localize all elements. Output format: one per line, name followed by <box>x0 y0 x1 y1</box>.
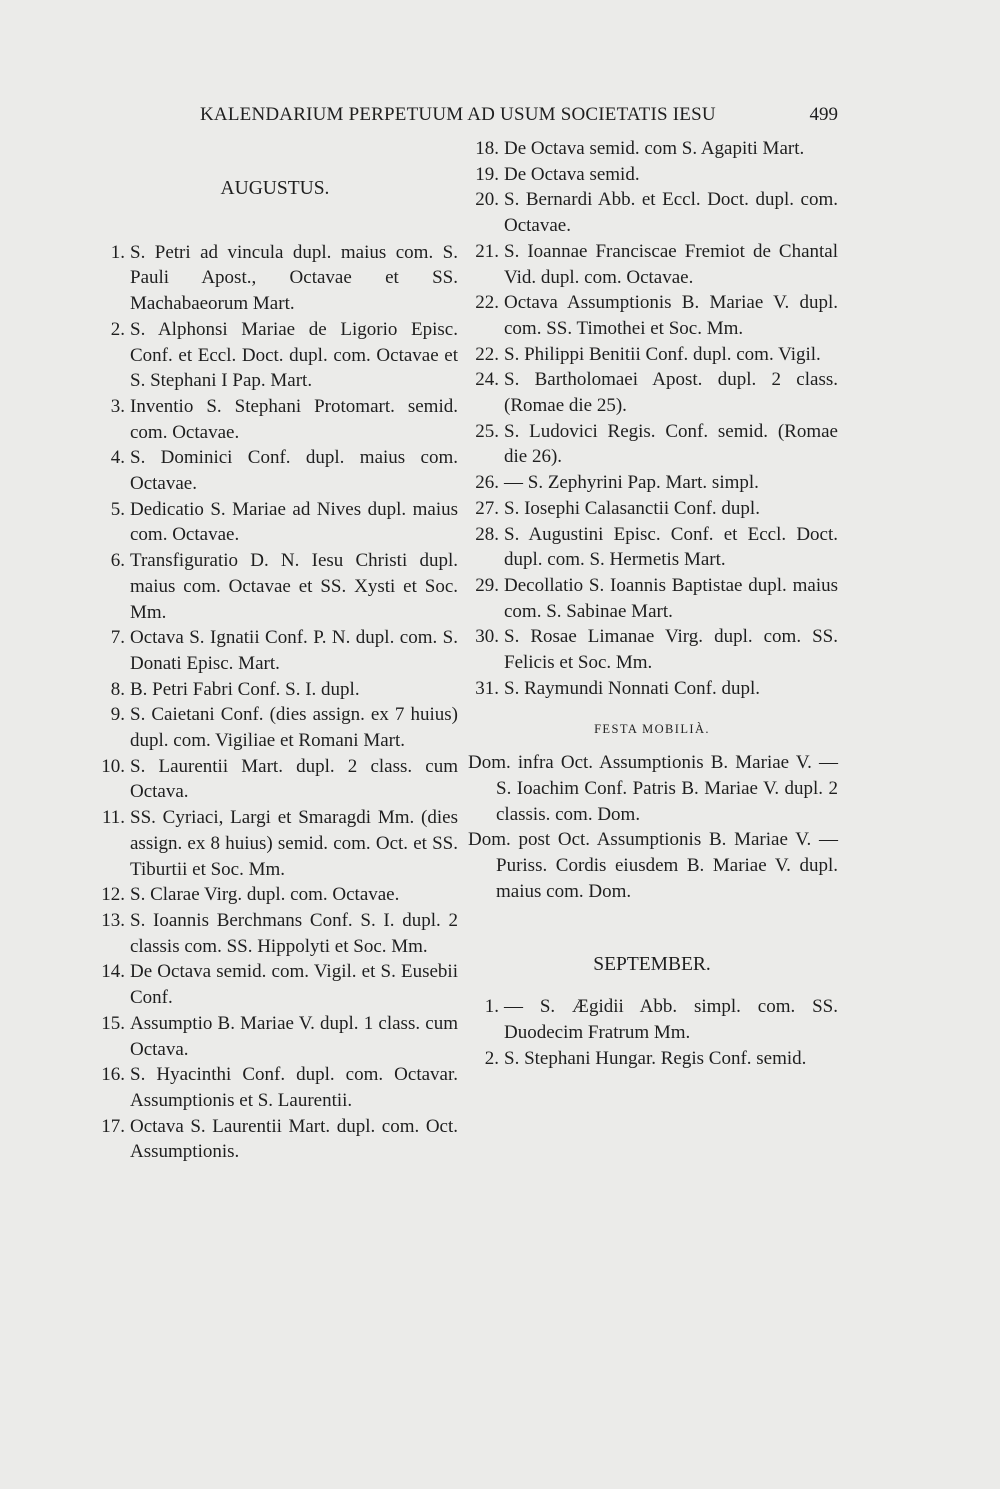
calendar-entry <box>466 290 838 341</box>
entry-text: S. Hyacinthi Conf. dupl. com. Octavar. Assumptionis et S. Laurentii. <box>130 1064 458 1111</box>
entry-day-number: 22. <box>475 292 499 314</box>
entry-day-number: 21. <box>475 240 499 262</box>
entry-day-number: 15. <box>101 1012 125 1034</box>
calendar-entry <box>92 317 458 394</box>
entry-text: Decollatio S. Ioannis Baptistae dupl. maius com. S. Sabinae Mart. <box>504 574 838 622</box>
entry-text: B. Petri Fabri Conf. S. I. dupl. <box>130 678 360 700</box>
entry-text: SS. Cyriaci, Largi et Smaragdi Mm. (dies assign. ex 8 huius) semid. com. Oct. et SS. Tiburtii et Soc. Mm. <box>130 807 458 880</box>
entry-day-number: 24. <box>475 369 499 391</box>
calendar-entry <box>92 702 458 753</box>
festa-mobilia-entry: Dom. post Oct. Assumptionis B. Mariae V. — Puriss. Cordis eiusdem B. Mariae V. dupl. maius com. Dom. <box>468 829 838 902</box>
calendar-entry <box>466 136 838 162</box>
entry-text: S. Bernardi Abb. et Eccl. Doct. dupl. com. Octavae. <box>504 189 838 237</box>
calendar-entry <box>466 239 838 290</box>
entry-day-number: 10. <box>101 755 125 777</box>
entry-text: S. Ioannis Berchmans Conf. S. I. dupl. 2 classis com. SS. Hippolyti et Soc. Mm. <box>130 909 458 957</box>
calendar-entry <box>92 882 458 908</box>
calendar-entry <box>466 419 838 470</box>
calendar-entry <box>92 1062 458 1113</box>
calendar-entry <box>92 1011 458 1062</box>
entry-day-number: 7. <box>110 627 125 649</box>
entry-text: S. Iosephi Calasanctii Conf. dupl. <box>504 497 760 519</box>
augustus-entries <box>92 240 458 1165</box>
right-column <box>466 136 838 1071</box>
entry-text: De Octava semid. com S. Agapiti Mart. <box>504 138 805 159</box>
calendar-entry <box>92 959 458 1010</box>
calendar-entry <box>466 676 838 702</box>
entry-text: Octava S. Laurentii Mart. dupl. com. Oct. Assumptionis. <box>130 1115 458 1163</box>
entry-day-number: 6. <box>110 550 125 572</box>
calendar-entry <box>466 496 838 522</box>
calendar-entry <box>466 367 838 418</box>
entry-day-number: 16. <box>101 1064 125 1086</box>
entry-text: Dedicatio S. Mariae ad Nives dupl. maius com. Octavae. <box>130 498 458 546</box>
left-column <box>92 136 458 1165</box>
entry-day-number: 19. <box>475 163 499 185</box>
entry-day-number: 2. <box>484 1047 499 1069</box>
calendar-entry <box>92 1114 458 1165</box>
calendar-entry <box>92 805 458 882</box>
entry-text: — S. Ægidii Abb. simpl. com. SS. Duodecim Fratrum Mm. <box>504 996 838 1043</box>
entry-day-number: 1. <box>110 241 125 263</box>
calendar-entry <box>92 754 458 805</box>
calendar-entry <box>466 994 838 1045</box>
entry-day-number: 20. <box>475 189 499 211</box>
calendar-entry <box>466 573 838 624</box>
calendar-entry <box>466 162 838 188</box>
calendar-entry <box>466 522 838 573</box>
entry-text: S. Ioannae Franciscae Fremiot de Chantal Vid. dupl. com. Octavae. <box>504 240 838 288</box>
calendar-entry <box>92 908 458 959</box>
show-through-text <box>475 620 479 638</box>
calendar-entry <box>466 624 838 675</box>
entry-text: S. Raymundi Nonnati Conf. dupl. <box>504 677 760 699</box>
entry-day-number: 30. <box>475 626 499 648</box>
entry-day-number: 1. <box>484 996 499 1018</box>
entry-day-number: 26. <box>475 472 499 494</box>
entry-text: De Octava semid. com. Vigil. et S. Eusebii Conf. <box>130 961 458 1009</box>
entry-text: Assumptio B. Mariae V. dupl. 1 class. cum Octava. <box>130 1012 458 1060</box>
calendar-entry <box>466 470 838 496</box>
entry-text: S. Dominici Conf. dupl. maius com. Octavae. <box>130 447 458 495</box>
month-heading-augustus: AUGUSTUS. <box>220 178 330 199</box>
entry-text: Inventio S. Stephani Protomart. semid. com. Octavae. <box>130 395 458 443</box>
entry-text: S. Clarae Virg. dupl. com. Octavae. <box>130 884 400 906</box>
entry-day-number: 2. <box>110 318 125 340</box>
entry-text: S. Philippi Benitii Conf. dupl. com. Vigil. <box>504 343 821 365</box>
entry-day-number: 3. <box>110 395 125 417</box>
entry-day-number: 25. <box>475 420 499 442</box>
entry-day-number: 14. <box>101 961 125 983</box>
entry-day-number: 18. <box>475 138 499 159</box>
entry-day-number: 9. <box>110 704 125 726</box>
entry-text: S. Rosae Limanae Virg. dupl. com. SS. Felicis et Soc. Mm. <box>504 626 838 674</box>
entry-text: S. Laurentii Mart. dupl. 2 class. cum Octava. <box>130 755 458 803</box>
calendar-entry <box>92 625 458 676</box>
calendar-entry <box>92 240 458 317</box>
entry-day-number: 8. <box>110 678 125 700</box>
calendar-entry <box>92 394 458 445</box>
entry-text: S. Bartholomaei Apost. dupl. 2 class. (Romae die 25). <box>504 369 838 417</box>
calendar-entry <box>92 677 458 703</box>
entry-day-number: 4. <box>110 447 125 469</box>
entry-text: S. Ludovici Regis. Conf. semid. (Romae die 26). <box>504 420 838 468</box>
entry-day-number: 31. <box>475 677 499 699</box>
entry-text: S. Alphonsi Mariae de Ligorio Episc. Conf. et Eccl. Doct. dupl. com. Octavae et S. Stephani I Pap. Mart. <box>130 318 458 392</box>
entry-day-number: 5. <box>110 498 125 520</box>
entry-day-number: 22. <box>475 343 499 365</box>
calendar-entry <box>92 497 458 548</box>
entry-text: De Octava semid. <box>504 163 640 185</box>
entry-text: S. Stephani Hungar. Regis Conf. semid. <box>504 1047 807 1069</box>
entry-day-number: 13. <box>101 909 125 931</box>
calendar-entry <box>466 342 838 368</box>
entry-day-number: 27. <box>475 497 499 519</box>
calendar-entry <box>466 187 838 238</box>
festa-mobilia-list <box>466 750 838 904</box>
festa-mobilia-entry: Dom. infra Oct. Assumptionis B. Mariae V. — S. Ioachim Conf. Patris B. Mariae V. dupl. 2 classis. com. Dom. <box>468 752 838 825</box>
calendar-entry <box>466 1046 838 1072</box>
entry-day-number: 17. <box>101 1115 125 1137</box>
entry-text: S. Petri ad vincula dupl. maius com. S. Pauli Apost., Octavae et SS. Machabaeorum Mart. <box>130 241 458 315</box>
entry-day-number: 28. <box>475 523 499 545</box>
entry-day-number: 12. <box>101 884 125 906</box>
september-entries <box>466 994 838 1071</box>
entry-text: Octava Assumptionis B. Mariae V. dupl. com. SS. Timothei et Soc. Mm. <box>504 292 838 339</box>
calendar-entry <box>92 445 458 496</box>
entry-text: S. Augustini Episc. Conf. et Eccl. Doct. dupl. com. S. Hermetis Mart. <box>504 523 838 571</box>
month-heading-september: SEPTEMBER. <box>593 954 711 976</box>
calendar-entry <box>92 548 458 625</box>
running-title: KALENDARIUM PERPETUUM AD USUM SOCIETATIS IESU <box>200 104 716 125</box>
augustus-entries-continued <box>466 136 838 701</box>
festa-mobilia-heading: FESTA MOBILIÀ. <box>594 722 710 737</box>
entry-text: — S. Zephyrini Pap. Mart. simpl. <box>504 472 759 494</box>
page-header <box>200 104 838 132</box>
entry-text: Transfiguratio D. N. Iesu Christi dupl. maius com. Octavae et SS. Xysti et Soc. Mm. <box>130 550 458 623</box>
entry-text: S. Caietani Conf. (dies assign. ex 7 huius) dupl. com. Vigiliae et Romani Mart. <box>130 704 458 752</box>
entry-text: Octava S. Ignatii Conf. P. N. dupl. com. S. Donati Episc. Mart. <box>130 627 458 674</box>
entry-day-number: 11. <box>101 807 125 829</box>
entry-day-number: 29. <box>475 574 499 596</box>
page-number: 499 <box>809 104 838 125</box>
